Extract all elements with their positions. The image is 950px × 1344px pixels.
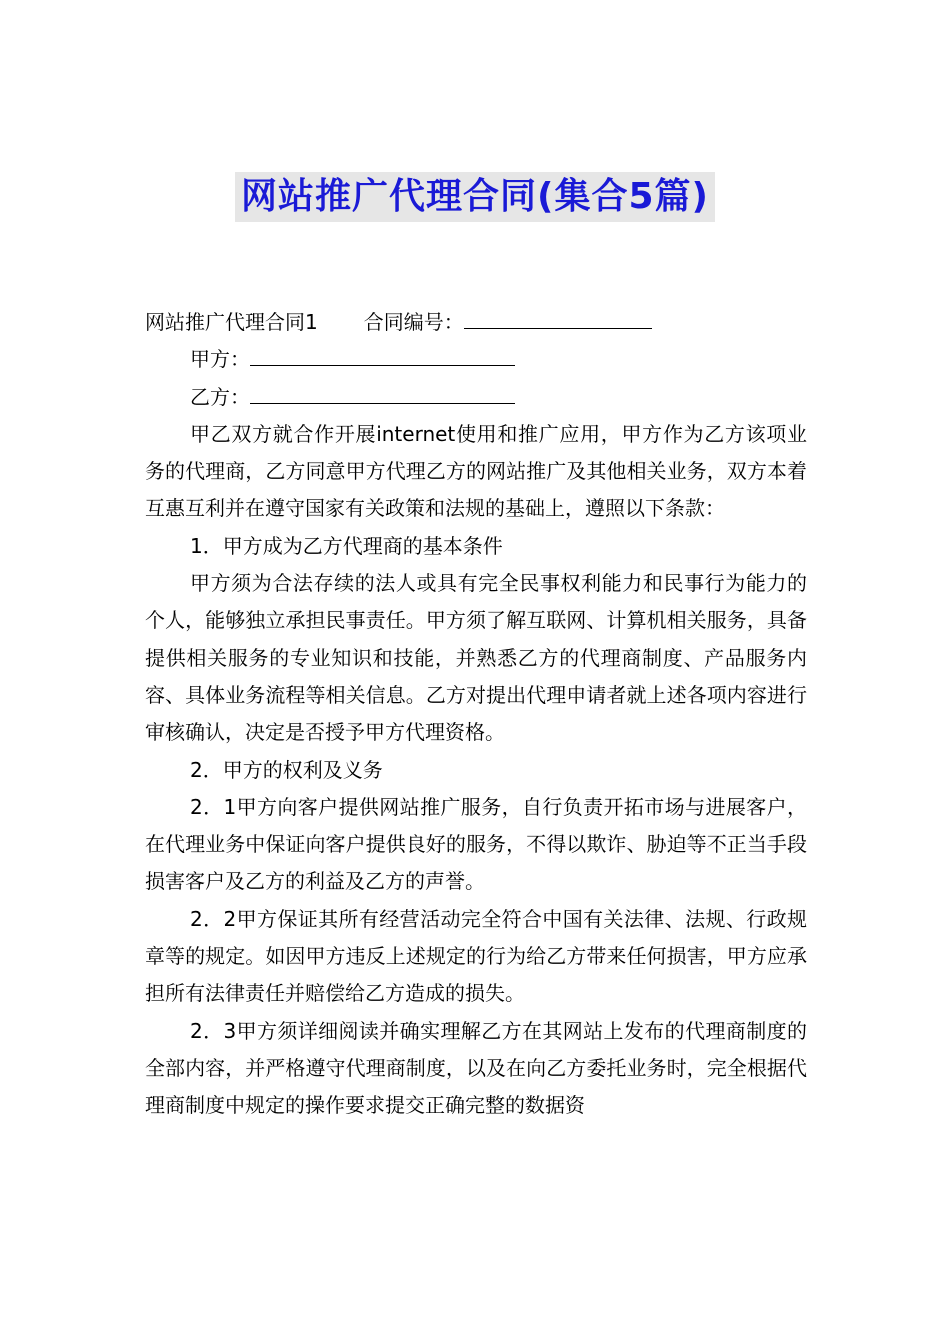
party-b-label: 乙方： — [190, 384, 250, 409]
title-container — [0, 172, 950, 222]
party-a-line — [145, 341, 807, 378]
party-b-line — [145, 379, 807, 416]
contract-number-label: 合同编号： — [363, 310, 464, 334]
paragraph: 2．2甲方保证其所有经营活动完全符合中国有关法律、法规、行政规章等的规定。如因甲方违反上述规定的行为给乙方带来任何损害，甲方应承担所有法律责任并赔偿给乙方造成的损失。 — [145, 906, 807, 1006]
heading-line — [145, 304, 807, 341]
party-a-blank — [250, 343, 515, 366]
document-title: 网站推广代理合同(集合5篇) — [235, 172, 715, 222]
paragraph: 甲方须为合法存续的法人或具有完全民事权利能力和民事行为能力的个人，能够独立承担民事责任。甲方须了解互联网、计算机相关服务，具备提供相关服务的专业知识和技能，并熟悉乙方的代理商制度、产品服务内容、具体业务流程等相关信息。乙方对提出代理申请者就上述各项内容进行审核确认，决定是否授予甲方代理资格。 — [145, 571, 807, 745]
paragraph: 2．3甲方须详细阅读并确实理解乙方在其网站上发布的代理商制度的全部内容，并严格遵守代理商制度，以及在向乙方委托业务时，完全根据代理商制度中规定的操作要求提交正确完整的数据资 — [145, 1018, 807, 1118]
section-heading: 1．甲方成为乙方代理商的基本条件 — [190, 533, 503, 558]
party-b-blank — [250, 381, 515, 404]
paragraph: 甲乙双方就合作开展internet使用和推广应用，甲方作为乙方该项业务的代理商，乙方同意甲方代理乙方的网站推广及其他相关业务，双方本着互惠互利并在遵守国家有关政策和法规的基础上，遵照以下条款： — [145, 421, 807, 521]
party-a-label: 甲方： — [190, 347, 250, 372]
contract-number-blank — [464, 306, 652, 329]
contract-heading: 网站推广代理合同1 — [145, 310, 318, 334]
section-heading: 2．甲方的权利及义务 — [190, 757, 383, 782]
paragraph: 2．1甲方向客户提供网站推广服务，自行负责开拓市场与进展客户，在代理业务中保证向客户提供良好的服务，不得以欺诈、胁迫等不正当手段损害客户及乙方的利益及乙方的声誉。 — [145, 794, 807, 894]
document-body — [145, 304, 807, 1125]
